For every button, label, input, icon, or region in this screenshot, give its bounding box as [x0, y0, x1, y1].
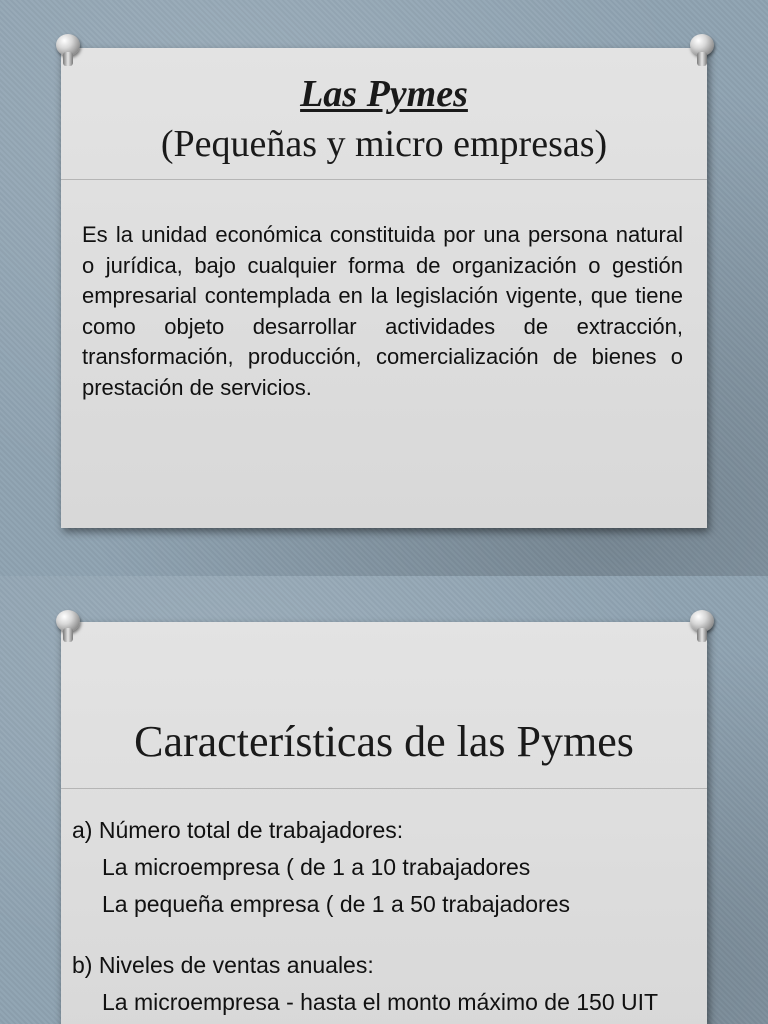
pushpin-icon — [55, 610, 81, 644]
slide-subtitle: (Pequeñas y micro empresas) — [160, 123, 608, 165]
slide-body-text: Es la unidad económica constituida por una persona natural o jurídica, bajo cualquier forma de organización o gestión empresarial contemplada en la legislación vigente, que tiene como objeto desarrollar actividades de extracción, transformación, producción, comercialización de bienes o prestación de servicios. — [82, 222, 683, 400]
slide-2 — [0, 576, 768, 1024]
slide-1-card — [61, 48, 707, 528]
slide-title: Las Pymes — [300, 73, 468, 115]
title-divider — [61, 788, 707, 789]
characteristics-list — [72, 812, 687, 1024]
pushpin-icon — [689, 34, 715, 68]
list-item: La microempresa - hasta el monto máximo de 150 UIT — [102, 989, 659, 1015]
list-item: La pequeña empresa ( de 1 a 50 trabajadores — [102, 891, 570, 917]
list-item: La microempresa ( de 1 a 10 trabajadores — [102, 854, 531, 880]
pushpin-icon — [689, 610, 715, 644]
title-divider — [61, 179, 707, 180]
pushpin-icon — [55, 34, 81, 68]
slide-2-card — [61, 622, 707, 1024]
list-heading: b) Niveles de ventas anuales: — [72, 952, 374, 978]
list-heading: a) Número total de trabajadores: — [72, 817, 404, 843]
slide-title: Características de las Pymes — [134, 717, 634, 766]
